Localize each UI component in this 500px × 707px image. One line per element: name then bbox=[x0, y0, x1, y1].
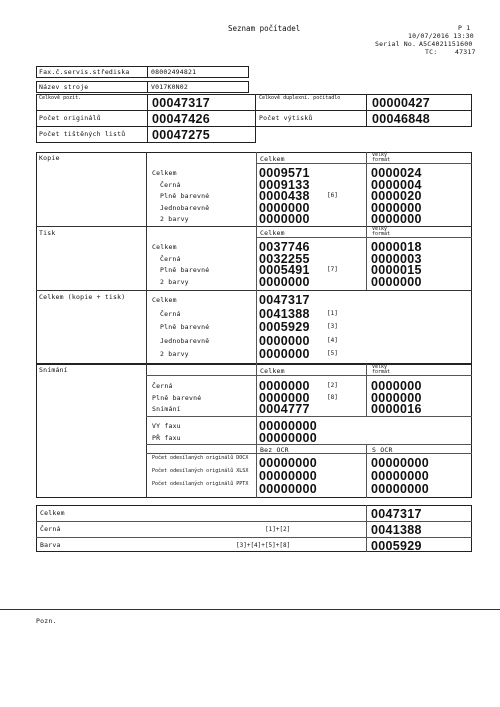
tisk-col-line1 bbox=[256, 226, 257, 290]
kopietisk-row-total: 0000000 bbox=[259, 333, 310, 348]
fax-row-value: 00000000 bbox=[259, 431, 318, 445]
device-value: V017K0N02 bbox=[151, 83, 189, 91]
scan-col-line1 bbox=[256, 364, 257, 498]
tisk-col-total: Celkem bbox=[260, 229, 285, 237]
summary-row-formula: [3]+[4]+[5]+[8] bbox=[236, 542, 291, 549]
tisk-row-total: 0005491 bbox=[259, 263, 310, 277]
ocr-section-line bbox=[146, 444, 472, 445]
scan-row-ref: [8] bbox=[327, 393, 338, 401]
scan-row-large: 0000016 bbox=[371, 402, 422, 416]
tisk-row-total: 0032255 bbox=[259, 251, 310, 266]
scan-col-line2 bbox=[366, 364, 367, 416]
tisk-row-label: Celkem bbox=[152, 243, 177, 251]
kopietisk-row-ref: [3] bbox=[327, 323, 338, 330]
kopie-col-line2 bbox=[366, 152, 367, 226]
sent-row-label: Počet odesílaných originálů DOCX bbox=[152, 455, 249, 461]
fax-row-label: PŘ faxu bbox=[152, 434, 181, 442]
col-divider bbox=[146, 152, 147, 364]
report-title: Seznam počítadel bbox=[228, 24, 301, 33]
summary-row-label: Celkem bbox=[40, 509, 65, 517]
kopietisk-row-label: 2 barvy bbox=[160, 350, 189, 358]
note-divider bbox=[0, 609, 500, 610]
scan-row-label: Snímání bbox=[152, 405, 181, 413]
kopietisk-row-ref: [4] bbox=[327, 336, 338, 344]
tisk-row-total: 0037746 bbox=[259, 240, 310, 254]
summary-row-label: Černá bbox=[40, 525, 61, 533]
fax-value: 08002494821 bbox=[151, 68, 197, 76]
kopie-row-total: 0000000 bbox=[259, 200, 310, 215]
summary-line2 bbox=[36, 537, 472, 538]
tisk-title: Tisk bbox=[39, 229, 56, 237]
note-label: Pozn. bbox=[36, 617, 57, 625]
duplex-label: Celkově duplexní. počítadlo bbox=[259, 95, 341, 101]
kopie-col-total: Celkem bbox=[260, 155, 285, 163]
tc-label: TC: bbox=[425, 48, 438, 56]
scan-row-total: 0000000 bbox=[259, 390, 310, 405]
kopie-row-total: 0000438 bbox=[259, 189, 310, 203]
sent-row-no-ocr: 00000000 bbox=[259, 469, 318, 483]
scan-row-total: 0000000 bbox=[259, 379, 310, 393]
kopietisk-row-total: 0000000 bbox=[259, 347, 310, 361]
scan-col-large: Velký formát bbox=[372, 364, 391, 375]
sent-row-label: Počet odesílaných originálů PPTX bbox=[152, 481, 249, 487]
summary-col-line bbox=[366, 505, 367, 552]
summary-line1 bbox=[36, 521, 472, 522]
kopie-row-label: Jednobarevně bbox=[160, 203, 210, 212]
kopie-row-large: 0000000 bbox=[371, 212, 422, 226]
kopie-row-label: 2 barvy bbox=[160, 215, 189, 223]
summary-row-label: Barva bbox=[40, 541, 61, 549]
kopietisk-row-total: 0041388 bbox=[259, 306, 310, 321]
tisk-row-large: 0000000 bbox=[371, 274, 422, 289]
kopietisk-title: Celkem (kopie + tisk) bbox=[39, 293, 126, 301]
sent-row-ocr: 00000000 bbox=[371, 482, 430, 496]
kopie-row-ref: [6] bbox=[327, 192, 338, 199]
scan-col-total: Celkem bbox=[260, 367, 285, 375]
scan-row-total: 0004777 bbox=[259, 402, 310, 416]
kopietisk-row-total: 0005929 bbox=[259, 320, 310, 334]
kopie-row-large: 0000004 bbox=[371, 177, 422, 192]
scan-row-ref: [2] bbox=[327, 382, 338, 389]
serial-number: A5C4021151600 bbox=[419, 40, 473, 48]
sent-row-no-ocr: 00000000 bbox=[259, 482, 318, 496]
kopie-row-large: 0000020 bbox=[371, 189, 422, 203]
outputs-label: Počet výtisků bbox=[259, 114, 313, 122]
sent-row-ocr: 00000000 bbox=[371, 469, 430, 483]
kopie-row-large: 0000024 bbox=[371, 166, 422, 180]
scan-row-large: 0000000 bbox=[371, 379, 422, 393]
ocr-col-line bbox=[366, 444, 367, 498]
summary-row-value: 0047317 bbox=[371, 507, 422, 521]
col-ocr: S OCR bbox=[372, 446, 393, 454]
kopietisk-row-ref: [5] bbox=[327, 350, 338, 357]
tisk-total-divider bbox=[36, 290, 472, 291]
sent-row-ocr: 00000000 bbox=[371, 456, 430, 470]
summary-row-value: 0005929 bbox=[371, 539, 422, 553]
tisk-col-large: Velký formát bbox=[372, 226, 391, 237]
col-no-ocr: Bez OCR bbox=[260, 446, 289, 454]
tisk-col-line2 bbox=[366, 226, 367, 290]
kopietisk-row-ref: [1] bbox=[327, 309, 338, 317]
fax-row-label: VY faxu bbox=[152, 422, 181, 430]
kopie-row-total: 0000000 bbox=[259, 212, 310, 226]
tisk-row-total: 0000000 bbox=[259, 274, 310, 289]
kopie-row-total: 0009571 bbox=[259, 166, 310, 180]
kopie-header-line bbox=[256, 163, 472, 164]
kopie-row-label: Plně barevné bbox=[160, 192, 210, 200]
device-label: Název stroje bbox=[39, 83, 89, 91]
scan-title: Snímání bbox=[39, 366, 68, 374]
kopietisk-row-label: Celkem bbox=[152, 296, 177, 304]
fax-label: Fax.č.servis.střediska bbox=[39, 68, 130, 76]
tisk-row-label: Černá bbox=[160, 254, 181, 263]
scan-row-label: Černá bbox=[152, 382, 173, 390]
page-number: P 1 bbox=[458, 24, 471, 32]
fax-row-value: 00000000 bbox=[259, 419, 318, 433]
kopietisk-row-label: Jednobarevně bbox=[160, 336, 210, 345]
outputs-value: 00046848 bbox=[372, 112, 431, 126]
scan-col-divider bbox=[146, 364, 147, 498]
scan-row-label: Plně barevné bbox=[152, 393, 202, 402]
kopietisk-col-line bbox=[256, 290, 257, 364]
kopie-row-label: Černá bbox=[160, 180, 181, 189]
ocr-header-line bbox=[146, 453, 472, 454]
duplex-value: 00000427 bbox=[372, 96, 431, 110]
printed-value: 00047275 bbox=[152, 128, 211, 142]
printed-label: Počet tištěných listů bbox=[39, 130, 126, 138]
kopie-tisk-divider bbox=[36, 226, 472, 227]
summary-row-value: 0041388 bbox=[371, 523, 422, 537]
kopie-col-line1 bbox=[256, 152, 257, 226]
tisk-row-label: Plně barevné bbox=[160, 266, 210, 274]
tisk-header-line bbox=[256, 237, 472, 238]
kopietisk-row-label: Plně barevné bbox=[160, 323, 210, 331]
fax-section-line bbox=[146, 416, 472, 417]
tisk-row-large: 0000003 bbox=[371, 251, 422, 266]
tc-value: 47317 bbox=[455, 48, 476, 56]
kopie-row-label: Celkem bbox=[152, 169, 177, 177]
kopie-title: Kopie bbox=[39, 154, 60, 162]
sent-row-label: Počet odesílaných originálů XLSX bbox=[152, 468, 249, 474]
summary-row-formula: [1]+[2] bbox=[265, 526, 291, 533]
report-datetime: 10/07/2016 13:30 bbox=[408, 32, 474, 40]
originals-value: 00047426 bbox=[152, 112, 211, 126]
tisk-row-ref: [7] bbox=[327, 266, 338, 273]
tisk-row-label: 2 barvy bbox=[160, 277, 189, 286]
sent-row-no-ocr: 00000000 bbox=[259, 456, 318, 470]
pozit-value: 00047317 bbox=[152, 96, 211, 110]
kopie-row-large: 0000000 bbox=[371, 200, 422, 215]
kopietisk-row-total: 0047317 bbox=[259, 293, 310, 307]
originals-label: Počet originálů bbox=[39, 114, 101, 122]
tisk-row-large: 0000015 bbox=[371, 263, 422, 277]
serial-label: Serial No. bbox=[375, 40, 417, 48]
pozit-label: Celkově pozit. bbox=[39, 95, 82, 101]
kopietisk-row-label: Černá bbox=[160, 309, 181, 318]
tisk-row-large: 0000018 bbox=[371, 240, 422, 254]
scan-row-large: 0000000 bbox=[371, 390, 422, 405]
kopie-row-total: 0009133 bbox=[259, 177, 310, 192]
kopie-col-large: Velký formát bbox=[372, 152, 391, 163]
scan-header-line bbox=[146, 375, 472, 376]
